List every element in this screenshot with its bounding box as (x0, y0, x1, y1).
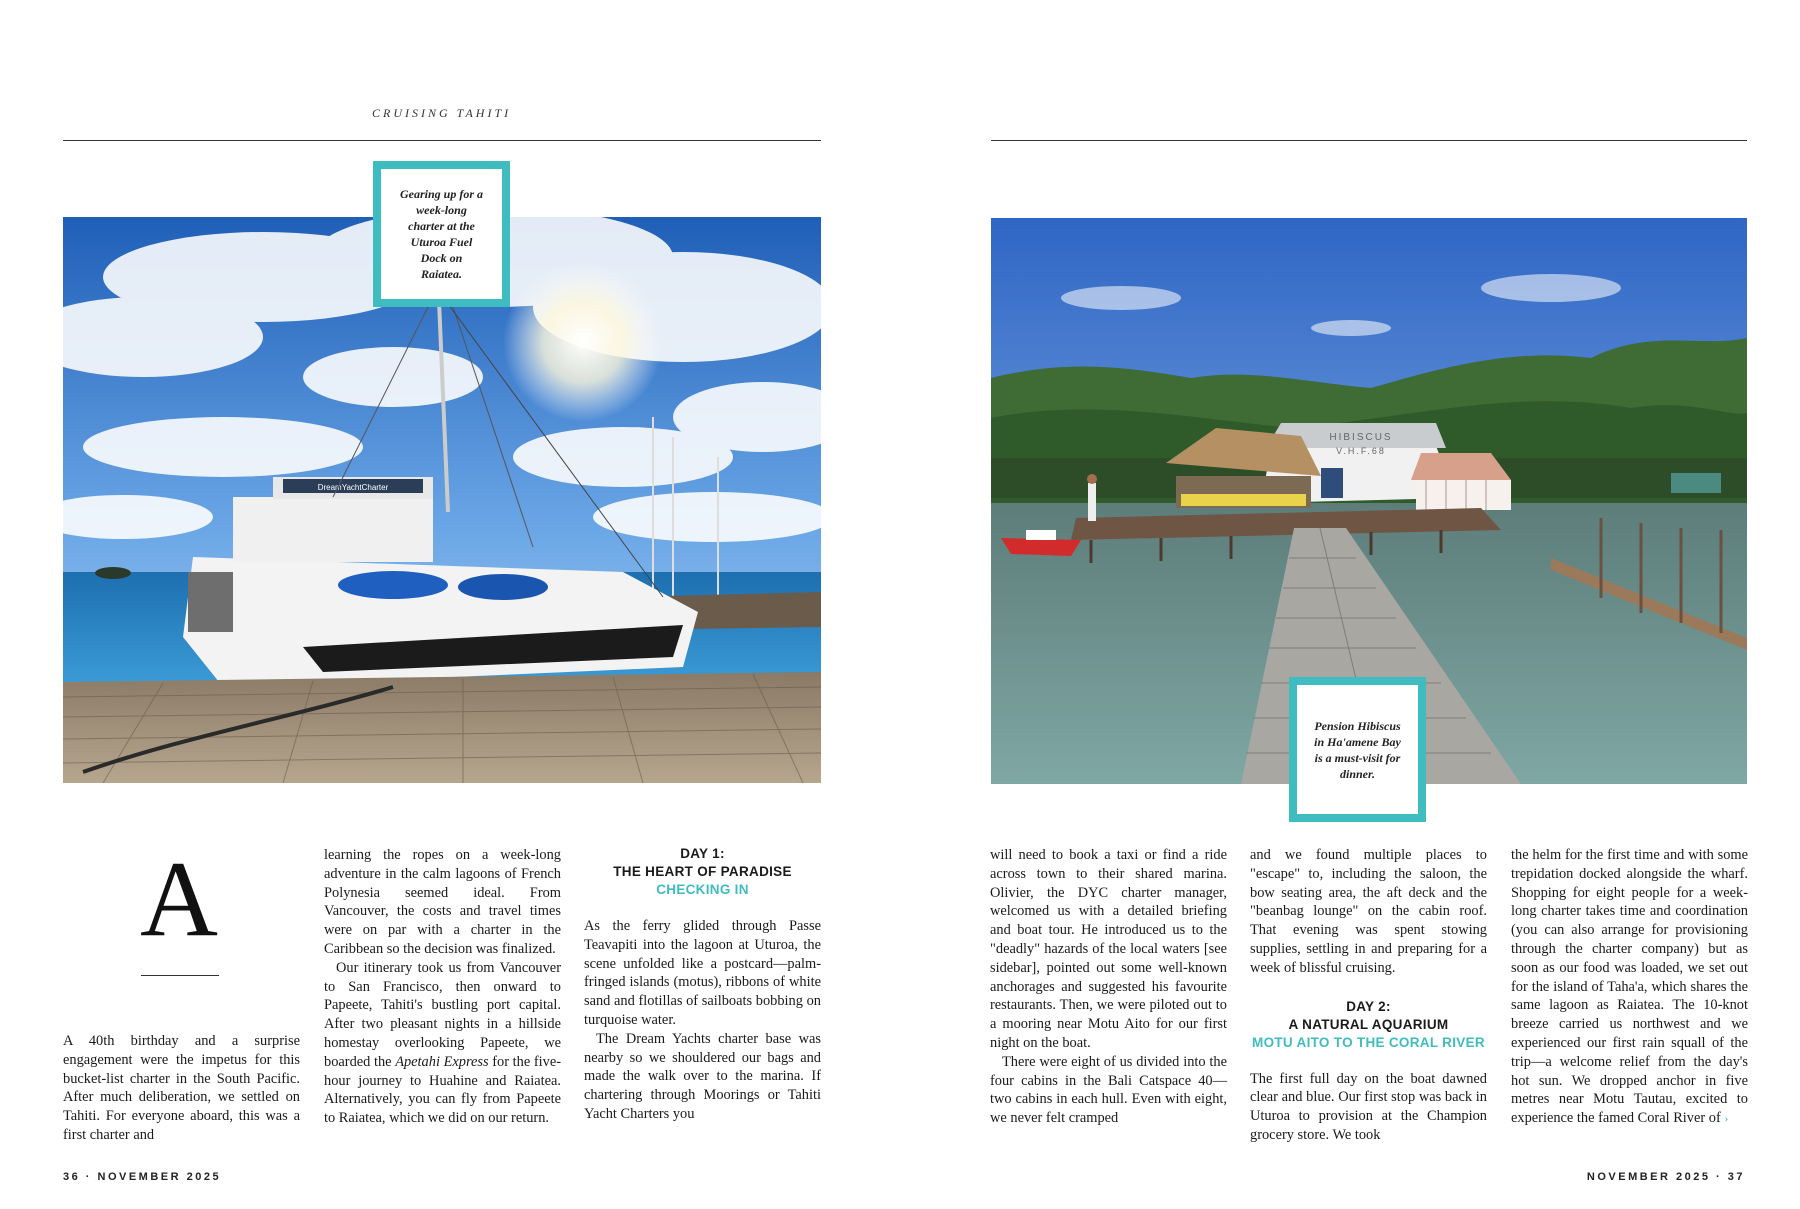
day-1-heading (584, 845, 821, 899)
boat-banner-text: DreamYachtCharter (317, 483, 389, 492)
article-column-4 (990, 846, 1227, 1128)
column-4-paragraph-1: will need to book a taxi or find a ride across town to their shared marina. Olivier, the DYC charter manager, welcomed us with a detailed briefing and boat tour. He introduced us to the "deadly" hazards of the local waters [see sidebar], pointed out some well-known anchorages and suggested his favourite restaurants. Then, we were piloted out to a mooring near Motu Aito for our first night on the boat. (990, 847, 1227, 1051)
column-6-paragraph-1 (1511, 846, 1748, 1128)
section-label: CRUISING TAHITI (372, 106, 512, 120)
header-rule-right (991, 140, 1747, 141)
column-2-paragraph-1: learning the ropes on a week-long adventure in the calm lagoons of French Polynesia seemed ideal. From Vancouver, the costs and travel times were on par with a charter in the Caribbean so the decision was finalized. (324, 847, 561, 957)
itinerary-text-b: for the five-hour journey to Huahine and Raiatea. Alternatively, you can fly from Papeete to Raiatea, which we did on our return. (324, 1053, 562, 1127)
article-column-3 (584, 843, 821, 1124)
itinerary-text-a: Our itinerary took us from Vancouver to San Francisco, then onward to Papeete, Tahiti's bustling port capital. After two pleasant nights in a hillside homestay overlooking Papeete, we boarded the (324, 959, 561, 1070)
caption-fuel-dock (373, 161, 510, 307)
building-sign-vhf: V.H.F.68 (1336, 446, 1386, 456)
footer-page-left: 36 · NOVEMBER 2025 (63, 1171, 222, 1183)
column-3-paragraph-1: As the ferry glided through Passe Teavapiti into the lagoon at Uturoa, the scene unfolded like a postcard—palm-fringed islands (motus), ribbons of white sand and flotillas of sailboats bobbing on turquoise water. (584, 918, 821, 1028)
day-1-title: THE HEART OF PARADISE (613, 864, 792, 879)
day-1-label: DAY 1: (680, 846, 725, 861)
article-column-1 (63, 1032, 300, 1145)
drop-cap-rule (141, 975, 219, 976)
continue-arrow-icon: › (1724, 1111, 1729, 1126)
column-3-paragraph-2: The Dream Yachts charter base was nearby so we shouldered our bags and made the walk over to the marina. If chartering through Moorings or Tahiti Yacht Charters you (584, 1030, 821, 1122)
intro-paragraph: A 40th birthday and a surprise engagement were the impetus for this bucket-list charter in the South Pacific. After much deliberation, we settled on Tahiti. For everyone aboard, this was a first charter and (63, 1033, 300, 1143)
caption-pension-hibiscus (1289, 677, 1426, 822)
day-2-label: DAY 2: (1346, 998, 1391, 1014)
drop-cap: A (140, 840, 218, 959)
day-1-subtitle: CHECKING IN (656, 882, 749, 897)
day-2-title: A NATURAL AQUARIUM (1288, 1016, 1449, 1032)
column-5-paragraph-1: and we found multiple places to "escape" to, including the saloon, the bow seating area, the aft deck and the "beanbag lounge" on the cabin roof. That evening was spent stowing supplies, settling in and preparing for a week of blissful cruising. (1250, 847, 1487, 976)
footer-page-right: NOVEMBER 2025 · 37 (1586, 1171, 1745, 1183)
column-6-text: the helm for the first time and with some trepidation docked alongside the wharf. Shopping for eight people for a week-long charter takes time and coordination (you can also arrange for provisioning through the charter company) but as soon as our food was loaded, we set out for the island of Taha'a, which shares the same lagoon as Raiatea. The 10-knot breeze carried us northwest and we experienced our first rain squall of the trip—a welcome relief from the day's hot sun. We dropped anchor in five metres near Motu Tautau, excited to experience the famed Coral River of (1511, 847, 1748, 1127)
column-4-paragraph-2: There were eight of us divided into the four cabins in the Bali Catspace 40—two cabins in each hull. Even with eight, we never felt cramped (990, 1053, 1227, 1127)
column-2-paragraph-2 (324, 959, 561, 1128)
day-2-subtitle: MOTU AITO TO THE CORAL RIVER (1252, 1034, 1485, 1050)
building-sign-name: HIBISCUS (1329, 432, 1393, 443)
article-column-2 (324, 846, 561, 1128)
column-5-paragraph-2: The first full day on the boat dawned clear and blue. Our first stop was back in Uturoa to provision at the Champion grocery store. We took (1250, 1070, 1487, 1143)
caption-pension-hibiscus-text: Pension Hibiscus in Ha'amene Bay is a must-visit for dinner. (1314, 718, 1401, 781)
header-rule-left (63, 140, 821, 141)
article-column-6 (1511, 846, 1748, 1128)
ferry-name: Apetahi Express (395, 1053, 489, 1070)
day-2-heading (1250, 998, 1487, 1052)
article-column-5 (1250, 846, 1487, 1145)
caption-fuel-dock-text: Gearing up for a week-long charter at the Uturoa Fuel Dock on Raiatea. (399, 187, 483, 281)
